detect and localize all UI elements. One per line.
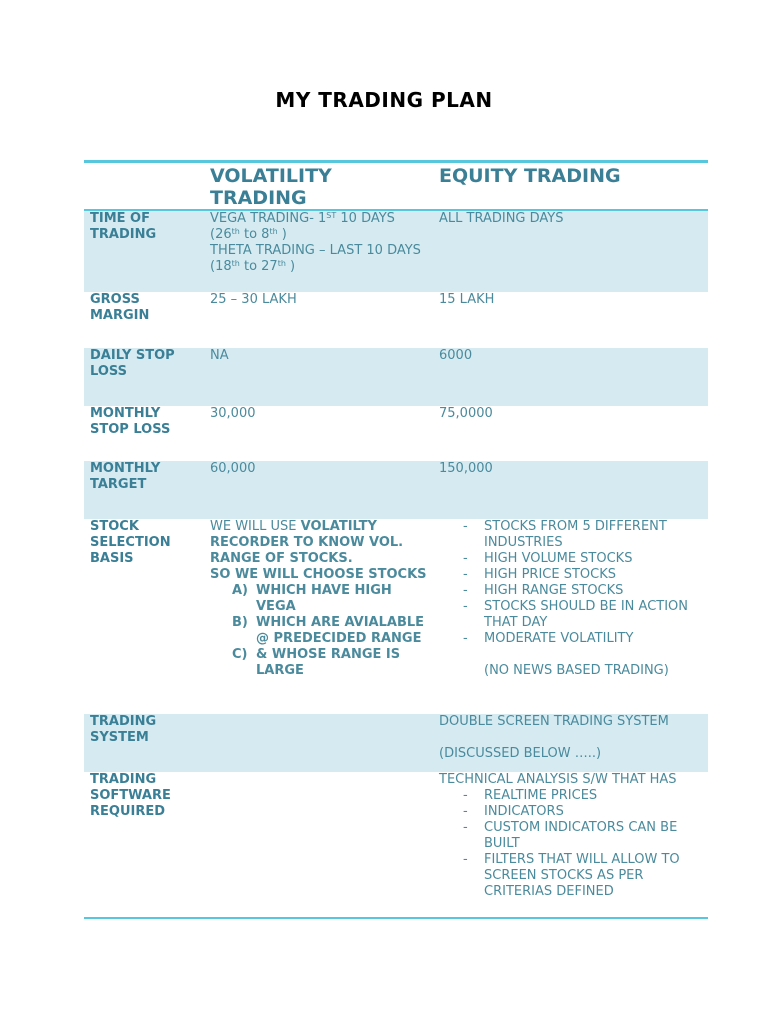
row-label: TRADING SYSTEM (84, 714, 204, 772)
volatility-cell: 25 – 30 LAKH (210, 292, 297, 307)
equity-cell: TECHNICAL ANALYSIS S/W THAT HAS - REALTIME PRICES - INDICATORS - CUSTOM INDICATORS CAN BE BUILT - FILTERS THAT WILL ALLOW TO SCREEN STOCKS AS PER CRITERIAS DEFINED (433, 772, 708, 918)
list-item: - REALTIME PRICES (439, 788, 702, 804)
row-label: GROSS MARGIN (90, 292, 150, 323)
list-item: - MODERATE VOLATILITY (439, 631, 702, 647)
row-stock-selection-basis (84, 519, 708, 714)
no-news-note: (NO NEWS BASED TRADING) (484, 663, 669, 678)
list-item: - STOCKS FROM 5 DIFFERENT INDUSTRIES (439, 519, 702, 551)
list-item: - FILTERS THAT WILL ALLOW TO SCREEN STOCKS AS PER CRITERIAS DEFINED (439, 852, 702, 900)
equity-cell: DOUBLE SCREEN TRADING SYSTEM (DISCUSSED BELOW …..) (433, 714, 708, 772)
row-time-of-trading (84, 210, 708, 292)
volatility-cell: 30,000 (210, 406, 256, 421)
list-item: B) WHICH ARE AVIALABLE @ PREDECIDED RANGE (232, 615, 425, 646)
header-volatility-trading: VOLATILITY TRADING (204, 162, 433, 211)
list-item: A) WHICH HAVE HIGH VEGA (232, 583, 392, 614)
row-monthly-stop-loss (84, 406, 708, 461)
row-label: STOCK SELECTION BASIS (90, 519, 171, 566)
row-label: TIME OF TRADING (84, 210, 204, 292)
row-daily-stop-loss (84, 348, 708, 406)
volatility-cell: NA (204, 348, 433, 406)
list-item: - STOCKS SHOULD BE IN ACTION THAT DAY (439, 599, 702, 631)
row-label: MONTHLY STOP LOSS (90, 406, 171, 437)
equity-cell: 6000 (433, 348, 708, 406)
row-trading-system (84, 714, 708, 772)
header-blank-cell (84, 162, 204, 211)
trading-plan-table (84, 160, 708, 919)
header-equity-trading: EQUITY TRADING (433, 162, 708, 211)
volatility-cell (204, 772, 433, 918)
equity-cell: 15 LAKH (439, 292, 495, 307)
row-label: MONTHLY TARGET (84, 461, 204, 519)
row-label: TRADING SOFTWARE REQUIRED (84, 772, 204, 918)
row-trading-software-required (84, 772, 708, 918)
list-item: - HIGH RANGE STOCKS (439, 583, 702, 599)
list-item: - CUSTOM INDICATORS CAN BE BUILT (439, 820, 702, 852)
list-item: - INDICATORS (439, 804, 702, 820)
software-requirements-list (439, 788, 702, 900)
equity-criteria-list (439, 519, 702, 647)
list-item: C) & WHOSE RANGE IS LARGE (232, 647, 401, 678)
row-label: DAILY STOP LOSS (84, 348, 204, 406)
list-item: - HIGH PRICE STOCKS (439, 567, 702, 583)
equity-cell: ALL TRADING DAYS (433, 210, 708, 292)
list-item: - HIGH VOLUME STOCKS (439, 551, 702, 567)
volatility-cell: VEGA TRADING- 1ST 10 DAYS (26th to 8th ) THETA TRADING – LAST 10 DAYS (18th to 27th ) (204, 210, 433, 292)
volatility-cell: 60,000 (204, 461, 433, 519)
page-title: MY TRADING PLAN (275, 88, 493, 112)
table-header-row (84, 162, 708, 211)
row-monthly-target (84, 461, 708, 519)
equity-cell: 150,000 (433, 461, 708, 519)
equity-cell: 75,0000 (439, 406, 493, 421)
volatility-criteria-list (210, 583, 427, 679)
equity-cell (433, 519, 708, 714)
row-gross-margin (84, 292, 708, 348)
volatility-cell: WE WILL USE VOLATILTY RECORDER TO KNOW VOL. RANGE OF STOCKS. SO WE WILL CHOOSE STOCKS A) WHICH HAVE HIGH VEGA B) WHICH ARE AVIALABLE @ PREDECIDED RANGE C) & WHOSE RANGE IS LARGE (210, 519, 427, 678)
volatility-cell (204, 714, 433, 772)
